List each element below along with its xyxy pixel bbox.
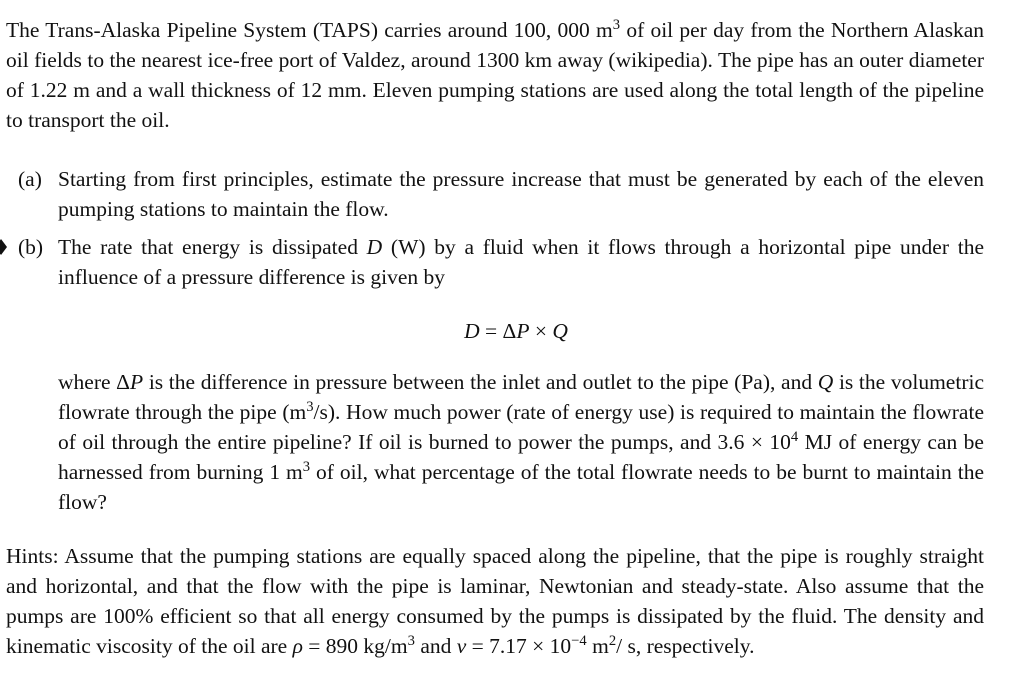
intro-paragraph (6, 15, 984, 135)
part-b-text: The rate that energy is dissipated D (W) by a fluid when it flows through a horizontal pipe under the influence of a pressure difference is given by (58, 235, 984, 289)
variable-q: Q (817, 370, 834, 394)
intro-superscript: 3 (612, 16, 621, 33)
hints-paragraph: Hints: Assume that the pumping stations are equally spaced along the pipeline, that the pipe is roughly straight and horizontal, and that the flow with the pipe is laminar, Newtonian and steady-state. Also assume that the pumps are 100% efficient so that all energy consumed by the pumps is dissipated by the fluid. The density and kinematic viscosity of the oil are ρ = 890 $kg/m^3$ and $\nu = 7.17 \times 10^{-4}$ $m^2/$ s, respectively. (6, 544, 984, 658)
part-b-label: (b) (18, 235, 44, 259)
part-a-label: (a) (18, 167, 42, 191)
variable-rho: ρ (292, 634, 303, 658)
part-b-continuation: where ΔP is the difference in pressure between the inlet and outlet to the pipe (Pa), and Q is the volumetric flowrate through the pipe $(m^3/s)$. How much power (rate of energy use) is required to maintain the flowrate of oil through the entire pipeline? If oil is burned to power the pumps, and $3.6 \times 10^4$ MJ of energy can be harnessed from burning 1 $m^3$ of oil, what percentage of the total flowrate needs to be burnt to maintain the flow? (58, 370, 984, 514)
intro-text-1: The Trans-Alaska Pipeline System (TAPS) carries around 100, 000 m (6, 18, 613, 42)
variable-p: P (130, 370, 144, 394)
variable-d: D (366, 235, 383, 259)
intro-text-2: of oil per day from the Northern Alaskan oil fields to the nearest ice-free port of Valdez, around 1300 km away (wikipedia). The pipe has an outer diameter of 1.22 m and a wall thickness of 12 mm. Eleven pumping stations are used along the total length of the pipeline to transport the oil. (6, 18, 984, 132)
dissipation-equation: D = ΔP × Q (464, 319, 568, 343)
variable-nu: ν (456, 634, 467, 658)
diamond-bullet-icon (0, 239, 7, 255)
part-a-text: Starting from first principles, estimate the pressure increase that must be generated by each of the eleven pumping stations to maintain the flow. (58, 167, 984, 221)
